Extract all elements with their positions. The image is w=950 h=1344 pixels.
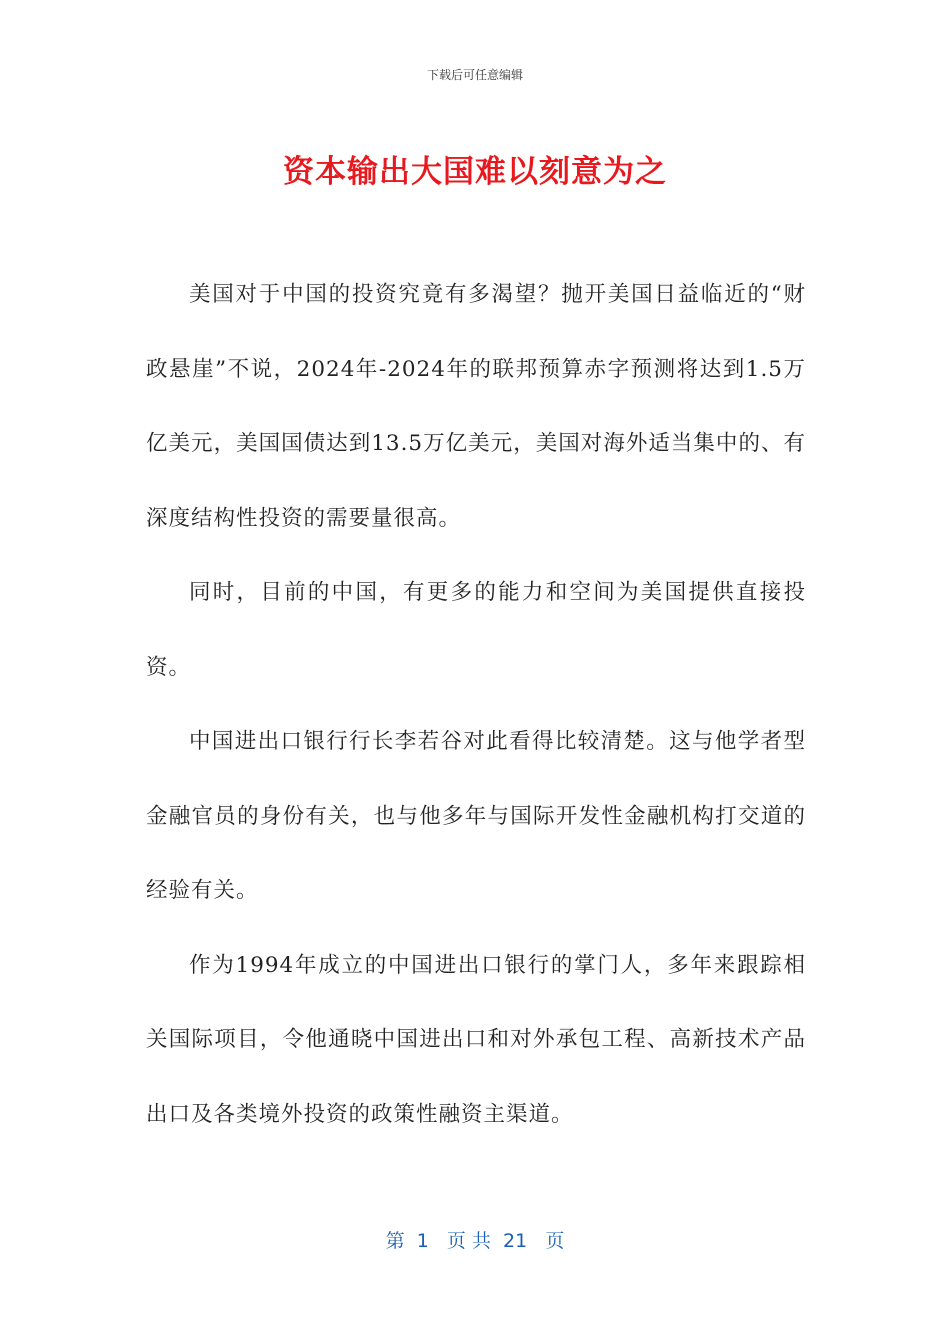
page-number-footer: 第 1 页 共 21 页 xyxy=(385,1230,565,1252)
paragraph: 作为1994年成立的中国进出口银行的掌门人，多年来跟踪相关国际项目，令他通晓中国进出口和对外承包工程、高新技术产品出口及各类境外投资的政策性融资主渠道。 xyxy=(146,952,806,1127)
header-note: 下载后可任意编辑 xyxy=(426,68,523,82)
document-title: 资本输出大国难以刻意为之 xyxy=(283,154,667,190)
paragraph: 同时，目前的中国，有更多的能力和空间为美国提供直接投资。 xyxy=(146,580,806,680)
paragraph: 中国进出口银行行长李若谷对此看得比较清楚。这与他学者型金融官员的身份有关，也与他多年与国际开发性金融机构打交道的经验有关。 xyxy=(146,729,806,903)
paragraph: 美国对于中国的投资究竟有多渴望？抛开美国日益临近的“财政悬崖”不说，2024年-2024年的联邦预算赤字预测将达到1.5万亿美元，美国国债达到13.5万亿美元，美国对海外适当集中的、有深度结构性投资的需要量很高。 xyxy=(146,282,806,531)
document-body xyxy=(146,258,806,1152)
